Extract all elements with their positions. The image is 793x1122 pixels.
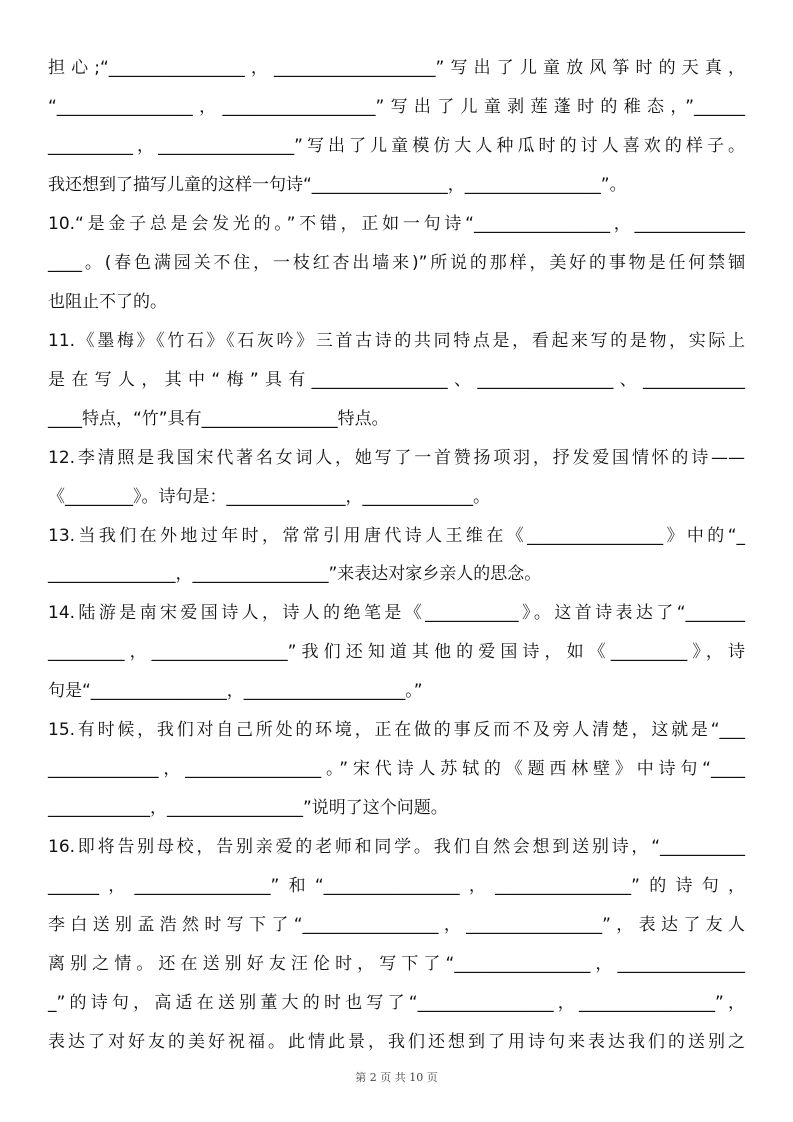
text-line: 李白送别孟浩然时写下了“________________，________________”，表达了友人	[48, 915, 745, 936]
text-line: 我还想到了描写儿童的这样一句诗“________________，________________”。	[48, 174, 627, 195]
text-line: 也阻止不了的。	[48, 291, 167, 312]
text-line: 10.“是金子总是会发光的。”不错，正如一句诗“________________，_____________	[48, 213, 745, 234]
text-line: 11.《墨梅》《竹石》《石灰吟》三首古诗的共同特点是，看起来写的是物，实际上	[48, 330, 745, 351]
text-line: 15.有时候，我们对自己所处的环境，正在做的事反而不及旁人清楚，这就是“___	[48, 720, 745, 741]
page-footer: 第 2 页 共 10 页	[355, 1071, 438, 1084]
text-line: 《________》。诗句是：______________，_____________。	[48, 486, 490, 507]
text-line: _____________，________________。”宋代诗人苏轼的《题西林壁》中诗句“____	[48, 759, 745, 780]
text-line: ____。(春色满园关不住，一枝红杏出墙来)”所说的那样，美好的事物是任何禁锢	[48, 252, 745, 273]
text-line: 16.即将告别母校，告别亲爱的老师和同学。我们自然会想到送别诗，“__________	[48, 837, 745, 858]
text-line: 是在写人，其中“梅”具有________________、________________、____________	[48, 369, 745, 390]
text-line: “________________，__________________”写出了儿童剥莲蓬时的稚态，”______	[48, 96, 745, 117]
text-line: _______________，________________”来表达对家乡亲人的思念。	[48, 564, 542, 585]
text-line: __________，________________”写出了儿童模仿大人种瓜时的讨人喜欢的样子。	[48, 135, 745, 156]
text-line: 14.陆游是南宋爱国诗人，诗人的绝笔是《___________》。这首诗表达了“_______	[48, 603, 745, 624]
text-line: 句是“________________，___________________。”	[48, 681, 423, 702]
text-line: 表达了对好友的美好祝福。此情此景，我们还想到了用诗句来表达我们的送别之	[48, 1032, 745, 1052]
text-line: 担心;“________________，___________________”写出了儿童放风筝时的天真，	[48, 58, 745, 78]
text-line: ____________，________________”说明了这个问题。	[48, 798, 448, 819]
text-line: 离别之情。还在送别好友汪伦时，写下了“________________，_______________	[48, 954, 745, 975]
text-line: ____特点，“竹”具有________________特点。	[48, 408, 389, 429]
text-line: ______，________________”和“________________，________________”的诗句，	[48, 876, 745, 897]
text-line: 13.当我们在外地过年时，常常引用唐代诗人王维在《________________》中的“_	[48, 525, 745, 546]
text-line: _________，________________”我们还知道其他的爱国诗，如《_________》，诗	[48, 642, 745, 663]
text-line: _”的诗句，高适在送别董大的时也写了“________________，________________”，	[48, 993, 745, 1014]
text-line: 12.李清照是我国宋代著名女词人，她写了一首赞扬项羽，抒发爱国情怀的诗——	[48, 447, 745, 468]
